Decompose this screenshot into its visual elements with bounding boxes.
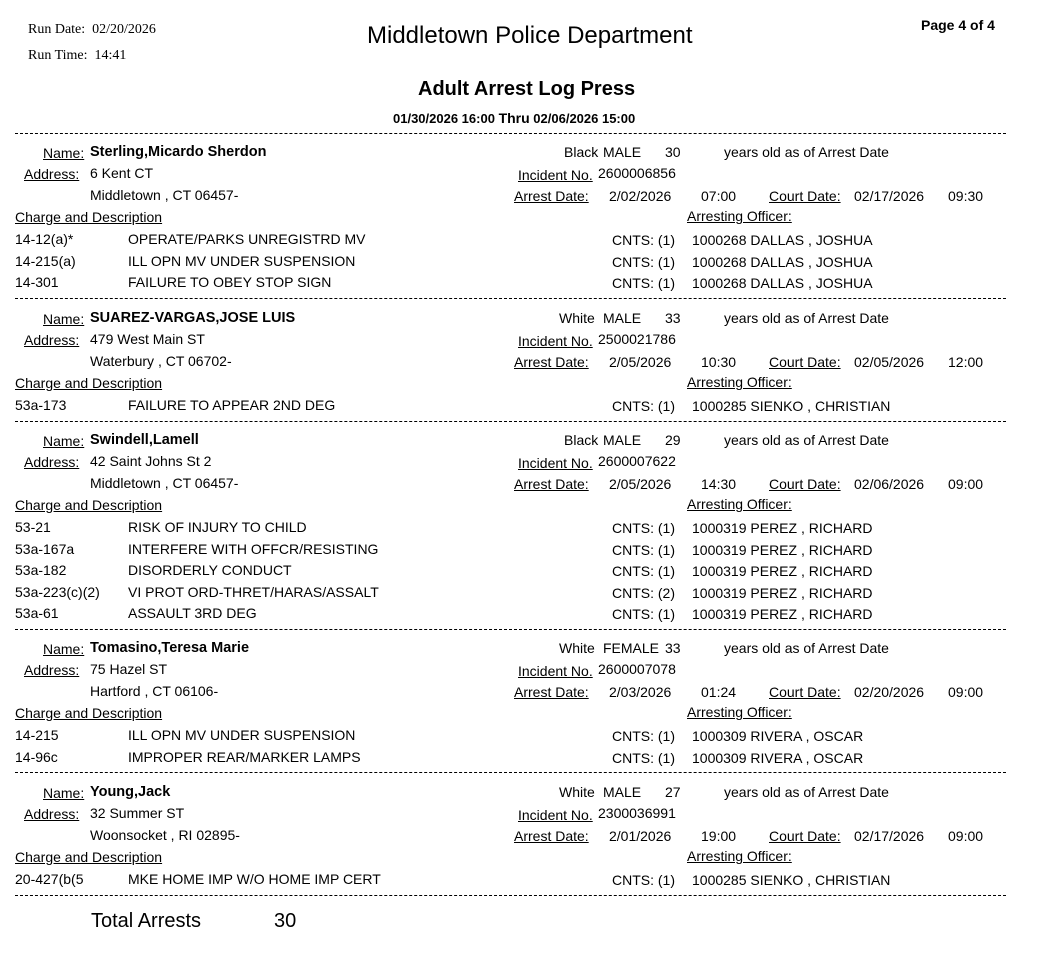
charge-code: 53a-223(c)(2) [15,583,100,600]
address-label: Address: [24,454,80,470]
court-time: 09:00 [948,684,984,700]
charge-description: OPERATE/PARKS UNREGISTRD MV [128,231,366,247]
arresting-officer-header: Arresting Officer: [687,848,792,864]
run-time-label: Run Time: [28,48,88,63]
charge-counts: CNTS: (1) [612,398,675,414]
arresting-officer: 1000319 PEREZ , RICHARD [692,606,873,622]
race: White [559,640,595,656]
run-date-label: Run Date: [28,22,86,37]
arrest-date: 2/01/2026 [609,828,672,844]
address-line-2: Hartford , CT 06106- [90,683,219,699]
total-arrests-value: 30 [274,910,297,932]
arresting-officer: 1000285 SIENKO , CHRISTIAN [692,872,891,888]
race: White [559,784,595,800]
court-date-label: Court Date: [769,188,841,204]
divider [15,629,1006,630]
age: 29 [665,432,681,448]
incident-no-label: Incident No. [518,167,593,183]
arrest-date: 2/02/2026 [609,188,672,204]
incident-no-label: Incident No. [518,807,593,823]
charge-description: ASSAULT 3RD DEG [128,605,257,621]
age-suffix: years old as of Arrest Date [724,784,889,800]
sex: MALE [603,784,642,800]
name-label: Name: [43,433,85,449]
name-label: Name: [43,311,85,327]
arrest-time: 07:00 [701,188,737,204]
sex: MALE [603,432,642,448]
age: 33 [665,310,681,326]
arrest-date-label: Arrest Date: [514,828,589,844]
charge-code: 14-215(a) [15,252,76,269]
court-date-label: Court Date: [769,476,841,492]
age-suffix: years old as of Arrest Date [724,310,889,326]
arrest-date-label: Arrest Date: [514,354,589,370]
charge-row [0,397,1048,417]
charge-and-description-header: Charge and Description [15,209,163,225]
court-date: 02/05/2026 [854,354,925,370]
charge-and-description-header: Charge and Description [15,849,163,865]
report-title: Adult Arrest Log Press [418,78,636,100]
arresting-officer: 1000268 DALLAS , JOSHUA [692,275,873,291]
charge-and-description-header: Charge and Description [15,705,163,721]
charge-description: DISORDERLY CONDUCT [128,562,292,578]
range-start: 01/30/2026 16:00 [393,111,495,126]
arrest-date-label: Arrest Date: [514,476,589,492]
arrest-time: 10:30 [701,354,737,370]
age: 27 [665,784,681,800]
age-suffix: years old as of Arrest Date [724,144,889,160]
arresting-officer: 1000309 RIVERA , OSCAR [692,749,864,766]
arrest-date-label: Arrest Date: [514,188,589,204]
arrestee-name: SUAREZ-VARGAS,JOSE LUIS [90,310,296,326]
charge-counts: CNTS: (1) [612,232,675,248]
sex: MALE [603,144,642,160]
charge-row [0,584,1048,604]
divider [15,772,1006,773]
incident-no: 2300036991 [598,805,676,821]
arresting-officer: 1000319 PEREZ , RICHARD [692,520,873,536]
arrestee-name: Tomasino,Teresa Marie [90,640,250,656]
charge-description: IMPROPER REAR/MARKER LAMPS [128,748,361,765]
address-line-2: Waterbury , CT 06702- [90,353,232,369]
incident-no-label: Incident No. [518,333,593,349]
charge-counts: CNTS: (1) [612,520,675,536]
incident-no: 2500021786 [598,331,676,347]
court-time: 12:00 [948,354,984,370]
department-title: Middletown Police Department [367,22,693,49]
divider [15,895,1006,896]
date-range [393,110,635,126]
address-line-2: Middletown , CT 06457- [90,475,239,491]
charge-and-description-header: Charge and Description [15,497,163,513]
range-thru: Thru [498,110,530,126]
court-date: 02/17/2026 [854,828,925,844]
court-date: 02/20/2026 [854,684,925,700]
charge-description: RISK OF INJURY TO CHILD [128,519,307,535]
charge-row [0,749,1048,769]
address-label: Address: [24,166,80,182]
charge-counts: CNTS: (1) [612,728,675,744]
arresting-officer: 1000319 PEREZ , RICHARD [692,584,873,601]
arresting-officer-header: Arresting Officer: [687,208,792,224]
arrest-time: 14:30 [701,476,737,492]
run-time [28,48,126,64]
address-line-1: 32 Summer ST [90,805,185,821]
name-label: Name: [43,785,85,801]
run-time-value: 14:41 [94,48,127,63]
charge-description: INTERFERE WITH OFFCR/RESISTING [128,540,379,557]
age: 30 [665,144,681,160]
charge-counts: CNTS: (1) [612,541,675,558]
arresting-officer-header: Arresting Officer: [687,374,792,390]
name-label: Name: [43,641,85,657]
arrest-date: 2/05/2026 [609,476,672,492]
court-time: 09:00 [948,828,984,844]
race: Black [564,144,599,160]
incident-no-label: Incident No. [518,455,593,471]
name-label: Name: [43,145,85,161]
arrestee-name: Swindell,Lamell [90,432,199,448]
address-label: Address: [24,662,80,678]
charge-description: ILL OPN MV UNDER SUSPENSION [128,252,356,269]
arrestee-name: Young,Jack [90,784,171,800]
charge-description: MKE HOME IMP W/O HOME IMP CERT [128,871,381,887]
arrest-date: 2/05/2026 [609,354,672,370]
sex: MALE [603,310,642,326]
arrest-time: 01:24 [701,684,737,700]
arresting-officer: 1000285 SIENKO , CHRISTIAN [692,398,891,414]
charge-code: 53a-61 [15,605,59,621]
arrest-date-label: Arrest Date: [514,684,589,700]
divider [15,421,1006,422]
charge-row [0,253,1048,273]
arresting-officer: 1000319 PEREZ , RICHARD [692,563,873,579]
court-date-label: Court Date: [769,684,841,700]
charge-code: 14-215 [15,727,59,743]
arresting-officer: 1000319 PEREZ , RICHARD [692,541,873,558]
race: White [559,310,595,326]
age: 33 [665,640,681,656]
court-date-label: Court Date: [769,354,841,370]
charge-description: FAILURE TO APPEAR 2ND DEG [128,397,336,413]
address-line-2: Woonsocket , RI 02895- [90,827,240,843]
arresting-officer: 1000268 DALLAS , JOSHUA [692,253,873,270]
address-line-1: 479 West Main ST [90,331,205,347]
charge-row [0,727,1048,747]
arrest-date: 2/03/2026 [609,684,672,700]
court-time: 09:30 [948,188,984,204]
arresting-officer-header: Arresting Officer: [687,704,792,720]
page-indicator: Page 4 of 4 [921,17,995,33]
range-end: 02/06/2026 15:00 [533,111,636,126]
charge-counts: CNTS: (1) [612,872,675,888]
address-line-1: 6 Kent CT [90,165,154,181]
charge-row [0,231,1048,251]
charge-row [0,541,1048,561]
arrestee-name: Sterling,Micardo Sherdon [90,144,267,160]
charge-description: FAILURE TO OBEY STOP SIGN [128,274,332,290]
charge-counts: CNTS: (1) [612,749,675,766]
charge-counts: CNTS: (1) [612,253,675,270]
divider [15,298,1006,299]
charge-counts: CNTS: (1) [612,606,675,622]
address-line-1: 75 Hazel ST [90,661,168,677]
charge-counts: CNTS: (1) [612,563,675,579]
race: Black [564,432,599,448]
charge-counts: CNTS: (1) [612,275,675,291]
charge-code: 53a-182 [15,562,67,578]
incident-no: 2600007078 [598,661,676,677]
court-time: 09:00 [948,476,984,492]
charge-code: 53a-173 [15,397,67,413]
court-date: 02/17/2026 [854,188,925,204]
total-arrests-label: Total Arrests [91,910,202,932]
address-line-2: Middletown , CT 06457- [90,187,239,203]
sex: FEMALE [603,640,660,656]
charge-code: 53-21 [15,519,51,535]
charge-description: ILL OPN MV UNDER SUSPENSION [128,727,356,743]
divider [15,133,1006,134]
address-line-1: 42 Saint Johns St 2 [90,453,212,469]
charge-counts: CNTS: (2) [612,584,675,601]
incident-no-label: Incident No. [518,663,593,679]
charge-code: 14-12(a)* [15,231,74,247]
arresting-officer-header: Arresting Officer: [687,496,792,512]
charge-code: 20-427(b(5 [15,871,84,887]
age-suffix: years old as of Arrest Date [724,432,889,448]
incident-no: 2600007622 [598,453,676,469]
charge-code: 53a-167a [15,540,75,557]
charge-row [0,562,1048,582]
arresting-officer: 1000268 DALLAS , JOSHUA [692,232,873,248]
run-date [28,22,156,38]
arrest-time: 19:00 [701,828,737,844]
charge-code: 14-96c [15,748,58,765]
court-date-label: Court Date: [769,828,841,844]
age-suffix: years old as of Arrest Date [724,640,889,656]
run-date-value: 02/20/2026 [92,22,156,37]
court-date: 02/06/2026 [854,476,925,492]
address-label: Address: [24,806,80,822]
charge-row [0,274,1048,294]
charge-row [0,605,1048,625]
charge-row [0,519,1048,539]
charge-and-description-header: Charge and Description [15,375,163,391]
address-label: Address: [24,332,80,348]
charge-description: VI PROT ORD-THRET/HARAS/ASSALT [128,583,379,600]
charge-code: 14-301 [15,274,59,290]
charge-row [0,871,1048,891]
arresting-officer: 1000309 RIVERA , OSCAR [692,728,864,744]
incident-no: 2600006856 [598,165,676,181]
